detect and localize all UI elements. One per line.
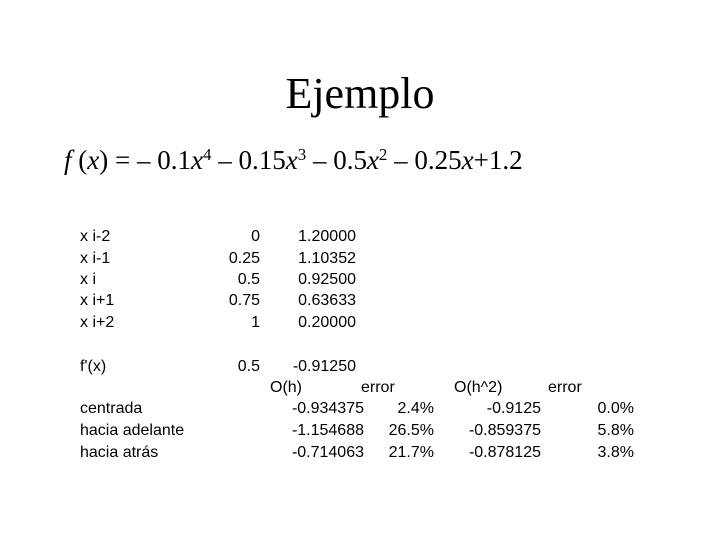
derivative-label: f'(x) bbox=[80, 358, 107, 375]
point-fx: 1.20000 bbox=[298, 228, 356, 245]
point-label: x i-1 bbox=[80, 250, 111, 267]
derivative-value: -0.91250 bbox=[292, 358, 356, 375]
point-label: x i+1 bbox=[80, 292, 115, 309]
header-oh2: O(h^2) bbox=[454, 379, 503, 396]
method-oh2: -0.878125 bbox=[468, 444, 541, 461]
formula-variable: x bbox=[87, 145, 100, 175]
formula-term: – 0.5 bbox=[306, 145, 367, 175]
formula-exponent: 4 bbox=[202, 145, 212, 164]
method-error-oh: 2.4% bbox=[397, 400, 434, 417]
formula-term: – 0.15 bbox=[211, 145, 286, 175]
method-oh: -1.154688 bbox=[291, 422, 364, 439]
method-error-oh2: 0.0% bbox=[597, 400, 634, 417]
point-x: 0 bbox=[251, 228, 260, 245]
method-oh: -0.934375 bbox=[291, 400, 364, 417]
formula-variable: x bbox=[366, 145, 379, 175]
header-error: error bbox=[548, 379, 582, 396]
formula-term: – 0.25 bbox=[387, 145, 462, 175]
formula-term: +1.2 bbox=[473, 145, 523, 175]
formula-exponent: 2 bbox=[378, 145, 388, 164]
point-fx: 0.92500 bbox=[298, 271, 356, 288]
method-error-oh2: 5.8% bbox=[597, 422, 634, 439]
method-oh: -0.714063 bbox=[291, 444, 364, 461]
formula-open-paren: ( bbox=[71, 145, 88, 175]
point-label: x i+2 bbox=[80, 314, 115, 331]
formula-variable: x bbox=[190, 145, 203, 175]
point-x: 1 bbox=[251, 314, 260, 331]
point-label: x i bbox=[80, 271, 96, 288]
method-name: hacia adelante bbox=[80, 422, 185, 439]
point-x: 0.25 bbox=[228, 250, 260, 267]
header-error: error bbox=[361, 379, 395, 396]
formula-variable: x bbox=[461, 145, 474, 175]
point-x: 0.5 bbox=[237, 271, 260, 288]
point-fx: 0.20000 bbox=[298, 314, 356, 331]
formula-function-name: f bbox=[64, 145, 72, 175]
point-x: 0.75 bbox=[228, 292, 260, 309]
method-error-oh: 26.5% bbox=[388, 422, 434, 439]
formula-term: ) = – 0.1 bbox=[99, 145, 191, 175]
method-error-oh: 21.7% bbox=[388, 444, 434, 461]
point-fx: 1.10352 bbox=[298, 250, 356, 267]
slide-title: Ejemplo bbox=[285, 69, 435, 118]
method-name: centrada bbox=[80, 400, 143, 417]
derivative-x: 0.5 bbox=[237, 358, 260, 375]
function-formula bbox=[64, 142, 523, 178]
method-error-oh2: 3.8% bbox=[597, 444, 634, 461]
method-oh2: -0.9125 bbox=[486, 400, 541, 417]
point-fx: 0.63633 bbox=[298, 292, 356, 309]
method-name: hacia atrás bbox=[80, 444, 159, 461]
method-oh2: -0.859375 bbox=[468, 422, 541, 439]
header-oh: O(h) bbox=[270, 379, 302, 396]
point-label: x i-2 bbox=[80, 228, 111, 245]
formula-exponent: 3 bbox=[297, 145, 307, 164]
formula-variable: x bbox=[285, 145, 298, 175]
